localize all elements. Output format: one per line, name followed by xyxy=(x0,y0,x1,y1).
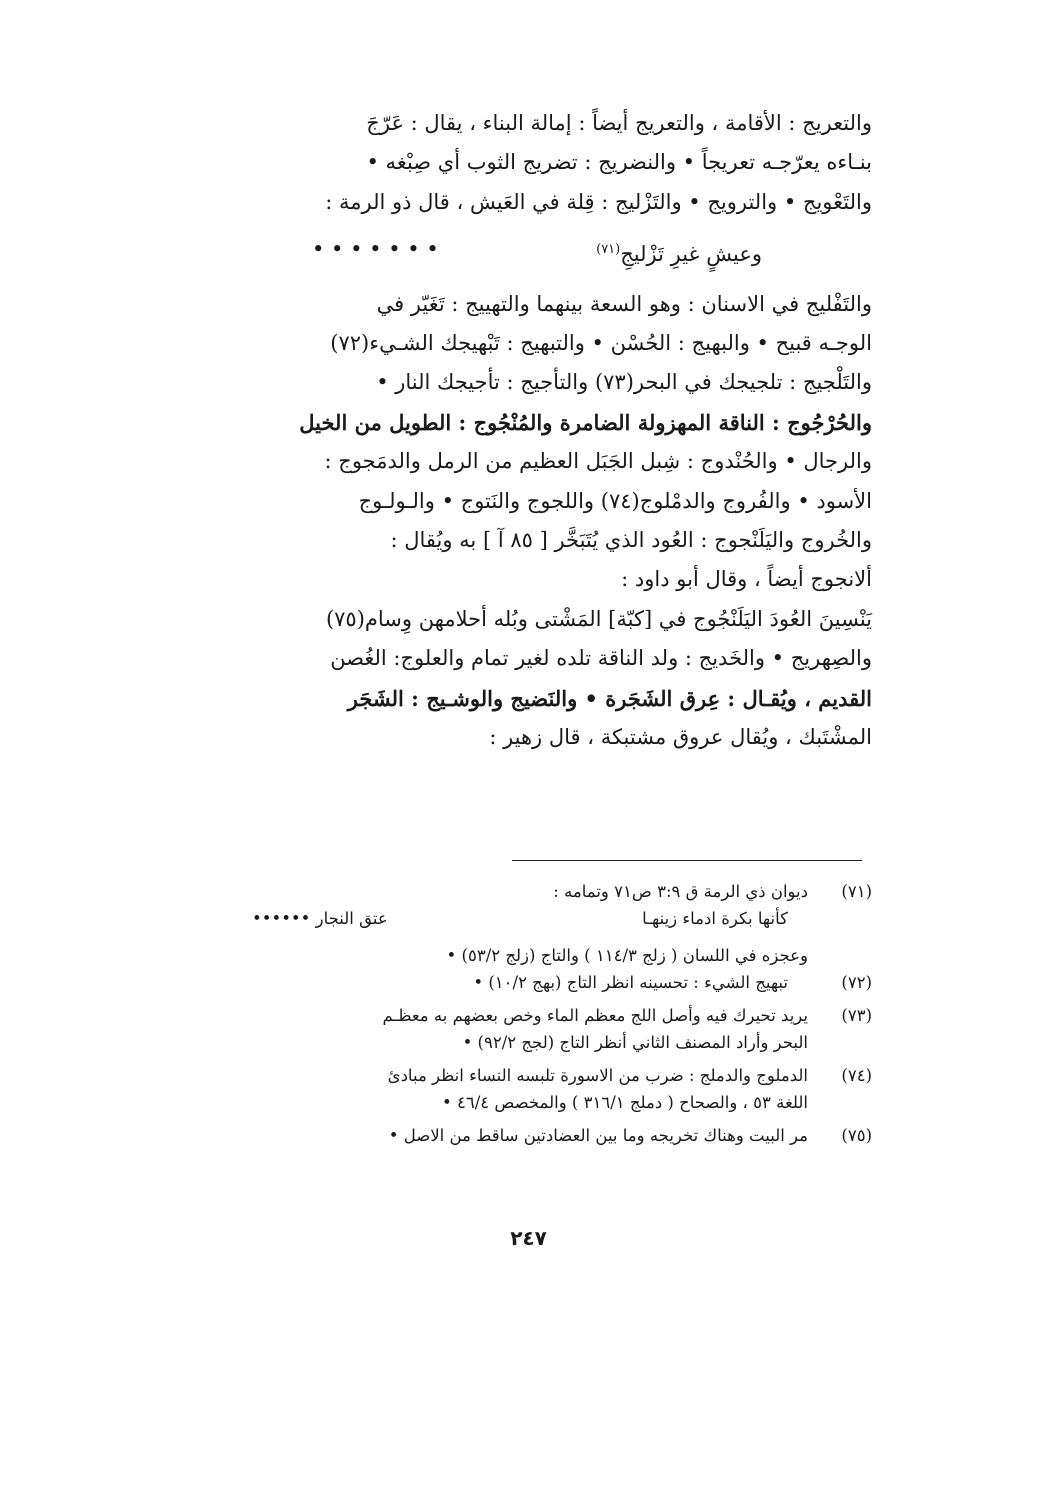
text-line: والرجال • والحُنْدوج : شِبل الجَبَل العظيم من الرمل والدمَجوج : xyxy=(324,449,872,474)
footnote-74 xyxy=(212,1062,872,1116)
footnote-body xyxy=(212,878,808,932)
footnote-line: وعجزه في اللسان ( زلج ١١٤/٣ ) والتاج (زلج ٥٣/٢) • xyxy=(446,946,808,965)
footnote-line: الدملوج والدملج : ضرب من الاسورة تلبسه النساء انظر مبادئ xyxy=(387,1066,808,1085)
text-line: المشْتَبك ، ويُقال عروق مشتبكة ، قال زهير : xyxy=(489,725,872,750)
main-text xyxy=(212,104,872,758)
footnote-body xyxy=(212,1062,808,1116)
text-line: القديم ، ويُقـال : عِرق الشَجَرة • والنَضيج والوشـيج : الشَجَر xyxy=(347,685,872,711)
footnote-line: يريد تحيرك فيه وأصل اللج معظم الماء وخص بعضهم به معظـم xyxy=(382,1006,808,1025)
text-line: ألانجوج أيضاً ، وقال أبو داود : xyxy=(621,567,872,592)
footnote-body xyxy=(212,1002,808,1056)
footnote-line: مر البيت وهناك تخريجه وما بين العضادتين ساقط من الاصل • xyxy=(388,1126,808,1145)
footnote-separator xyxy=(512,860,862,861)
footnote-line: تبهيج الشيء : تحسينه انظر التاج (بهج ١٠/٢) • xyxy=(473,973,788,992)
footnote-71-tail xyxy=(212,942,872,969)
text-line: بنـاءه يعرّجـه تعريجاً • والنضريج : تضريج الثوب أي صِبْغه • xyxy=(366,150,872,175)
text-line: والتعريج : الأقامة ، والتعريج أيضاً : إمالة البناء ، يقال : عَرّجَ xyxy=(366,111,872,135)
footnote-body xyxy=(212,1122,808,1149)
text-line: الوجـه قبيح • والبهيج : الحُسْن • والتبهيج : تَبْهيجك الشـيء(٧٢) xyxy=(330,331,872,356)
text-line: والتَفْليج في الاسنان : وهو السعة بينهما والتهييج : تَغَيّر في xyxy=(376,291,872,316)
footnote-number: (٧٤) xyxy=(841,1066,872,1085)
text-line: والتَعْويج • والترويج • والتَزْليج : قِلة في العَيش ، قال ذو الرمة : xyxy=(325,189,872,214)
footnote-body xyxy=(212,969,808,996)
text-line: والتَلْجيج : تلجيجك في البحر(٧٣) والتأجيج : تأجيجك النار • xyxy=(376,370,872,395)
footnote-73 xyxy=(212,1002,872,1056)
footnote-71 xyxy=(212,878,872,932)
verse-hemistich-right xyxy=(596,230,762,274)
footnote-ref: (٧١) xyxy=(596,242,621,258)
footnotes xyxy=(212,878,872,1155)
footnote-line: اللغة ٥٣ ، والصحاح ( دملج ٣١٦/١ ) والمخصص ٤٦/٤ • xyxy=(442,1093,808,1112)
footnote-number: (٧٣) xyxy=(841,1006,872,1025)
text-line: والخُروج واليَلَنْجوج : العُود الذي يُتَبَخَّر [ ٨٥ آ ] به ويُقال : xyxy=(390,528,872,553)
footnote-line: ديوان ذي الرمة ق ٣:٩ ص٧١ وتمامه : xyxy=(553,882,808,901)
verse-text: وعيشٍ غيرِ تَزْليجِ xyxy=(620,242,762,267)
footnote-line: البحر وأراد المصنف الثاني أنظر التاج (لجج ٩٢/٢) • xyxy=(462,1033,808,1052)
footnote-verse xyxy=(212,905,808,932)
footnote-number: (٧٥) xyxy=(841,1126,872,1145)
footnote-number: (٧١) xyxy=(841,882,872,901)
text-line: والحُرْجُوج : الناقة المهزولة الضامرة والمُنْجُوج : الطويل من الخيل xyxy=(299,409,872,435)
text-line: والصِهريج • والخَديج : ولد الناقة تلده لغير تمام والعلوج: الغُصن xyxy=(330,646,872,671)
footnote-75 xyxy=(212,1122,872,1149)
text-line: الأسود • والفُروج والدمْلوج(٧٤) واللجوج والنَتوج • والـولـوج xyxy=(358,488,872,513)
verse-hemistich-right: كأنها بكرة ادماء زينهـا xyxy=(642,909,788,928)
verse-hemistich-left: عتق النجار •••••• xyxy=(252,909,388,928)
verse-line: يَنْسِينَ العُودَ اليَلَنْجُوج في [كبّة] المَشْتى وبُله أحلامهن وِسام(٧٥) xyxy=(325,606,872,631)
verse-line xyxy=(212,230,872,274)
footnote-72 xyxy=(212,969,872,996)
page-number: ٢٤٧ xyxy=(510,1226,547,1250)
footnote-number: (٧٢) xyxy=(841,973,872,992)
verse-hemistich-left: • • • • • • • xyxy=(312,237,439,262)
